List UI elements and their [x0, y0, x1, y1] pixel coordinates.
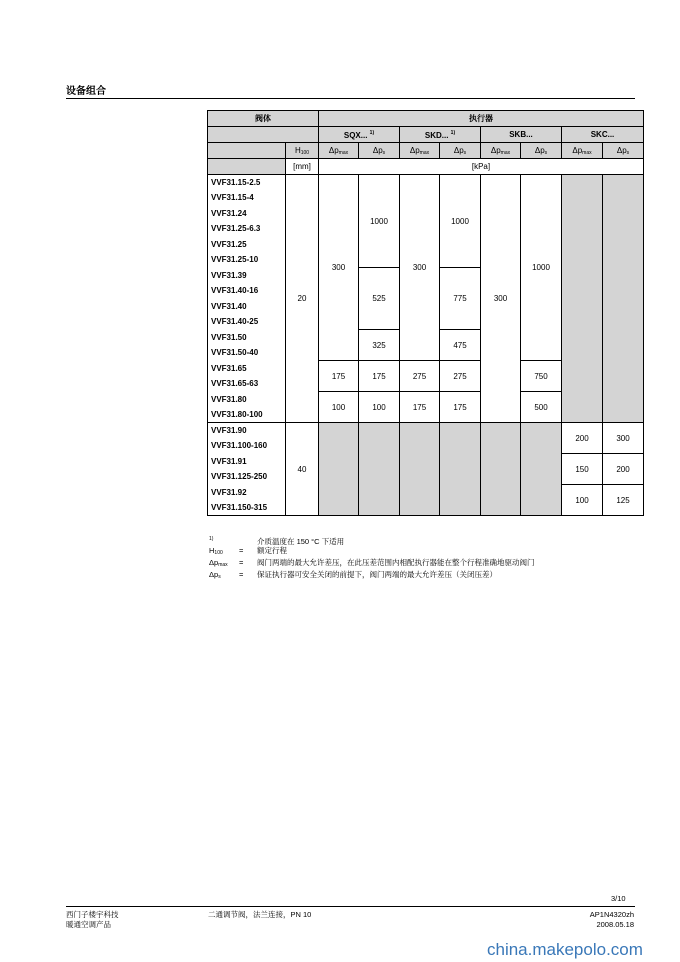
title-divider	[66, 98, 635, 99]
header-skd-ps: $\Delta p_s$	[440, 143, 481, 159]
valve-model: VVF31.15-2.5	[208, 175, 286, 191]
header-skc: SKC...	[562, 127, 644, 143]
sqx-ps-value: 175	[359, 361, 400, 392]
skd-na-cell	[400, 423, 440, 516]
header-skb: SKB...	[481, 127, 562, 143]
footer-date: 2008.05.18	[596, 920, 634, 929]
sqx-na-cell	[359, 423, 400, 516]
footer-right	[590, 910, 634, 930]
header-sqx-pmax: $\Delta p_{max}$	[319, 143, 359, 159]
footnote-temperature: $^{1)}$ 介质温度在 150 °C 下适用	[209, 536, 345, 546]
header-valve-body: 阀体	[208, 111, 319, 127]
header-skd: SKD... $^{1)}$	[400, 127, 481, 143]
valve-model: VVF31.24	[208, 206, 286, 222]
sqx-ps-value: 1000	[359, 175, 400, 268]
stroke-value: 40	[286, 423, 319, 516]
skc-ps-value: 125	[603, 485, 644, 516]
valve-model: VVF31.15-4	[208, 190, 286, 206]
header-skb-ps: $\Delta p_s$	[521, 143, 562, 159]
skc-ps-value: 300	[603, 423, 644, 454]
valve-model: VVF31.125-250	[208, 469, 286, 485]
valve-model: VVF31.25	[208, 237, 286, 253]
header-blank-3	[208, 159, 286, 175]
valve-model: VVF31.92	[208, 485, 286, 501]
footnote-pmax: $\Delta p_{max}$ = 阀门两端的最大允许差压，在此压差范围内相配执行器能在整个行程准确地驱动阀门	[209, 558, 535, 568]
valve-model: VVF31.25-10	[208, 252, 286, 268]
valve-model: VVF31.100-160	[208, 438, 286, 454]
header-actuator: 执行器	[319, 111, 644, 127]
sqx-ps-value: 100	[359, 392, 400, 423]
footer-doc-id: AP1N4320zh	[589, 910, 634, 919]
skd-pmax-value: 175	[400, 392, 440, 423]
header-skc-pmax: $\Delta p_{max}$	[562, 143, 603, 159]
valve-model: VVF31.40-16	[208, 283, 286, 299]
skb-na-cell	[481, 423, 521, 516]
valve-model: VVF31.65-63	[208, 376, 286, 392]
skd-ps-value: 175	[440, 392, 481, 423]
footer-left	[66, 910, 119, 930]
header-blank	[208, 127, 319, 143]
skc-na-cell	[562, 175, 603, 423]
skc-ps-value: 200	[603, 454, 644, 485]
valve-model: VVF31.40-25	[208, 314, 286, 330]
skb-ps-value: 750	[521, 361, 562, 392]
footer-divider	[66, 906, 635, 907]
footer-center: 二通调节阀，法兰连接，PN 10	[208, 910, 312, 919]
unit-kpa: [kPa]	[319, 159, 644, 175]
skc-pmax-value: 150	[562, 454, 603, 485]
valve-model: VVF31.50	[208, 330, 286, 346]
header-skb-pmax: $\Delta p_{max}$	[481, 143, 521, 159]
header-sqx: SQX... $^{1)}$	[319, 127, 400, 143]
valve-model: VVF31.80-100	[208, 407, 286, 423]
valve-model: VVF31.150-315	[208, 500, 286, 516]
skd-ps-value: 475	[440, 330, 481, 361]
skc-na-cell	[603, 175, 644, 423]
footer-company: 西门子楼宇科技	[66, 910, 119, 919]
skd-pmax-value: 275	[400, 361, 440, 392]
skc-pmax-value: 100	[562, 485, 603, 516]
skd-pmax-value: 300	[400, 175, 440, 361]
unit-mm: [mm]	[286, 159, 319, 175]
valve-model: VVF31.80	[208, 392, 286, 408]
page-number: 3/10	[611, 894, 626, 903]
footnote-stroke: $H_{100}$ = 额定行程	[209, 546, 287, 556]
valve-model: VVF31.25-6.3	[208, 221, 286, 237]
sqx-ps-value: 325	[359, 330, 400, 361]
section-title: 设备组合	[66, 86, 106, 97]
valve-model: VVF31.39	[208, 268, 286, 284]
footnote-ps: $\Delta p_s$ = 保证执行器可安全关闭的前提下，阀门两端的最大允许差压（关闭压差）	[209, 570, 497, 580]
watermark: china.makepolo.com	[487, 940, 643, 959]
header-sqx-ps: $\Delta p_s$	[359, 143, 400, 159]
stroke-value: 20	[286, 175, 319, 423]
skc-pmax-value: 200	[562, 423, 603, 454]
skd-na-cell	[440, 423, 481, 516]
valve-model: VVF31.90	[208, 423, 286, 439]
skb-ps-value: 500	[521, 392, 562, 423]
valve-model: VVF31.65	[208, 361, 286, 377]
sqx-ps-value: 525	[359, 268, 400, 330]
header-stroke: $H_{100}$	[286, 143, 319, 159]
skd-ps-value: 1000	[440, 175, 481, 268]
valve-model: VVF31.40	[208, 299, 286, 315]
header-skd-pmax: $\Delta p_{max}$	[400, 143, 440, 159]
equipment-combination-table	[207, 110, 644, 516]
sqx-pmax-value: 100	[319, 392, 359, 423]
header-skc-ps: $\Delta p_s$	[603, 143, 644, 159]
sqx-pmax-value: 175	[319, 361, 359, 392]
header-blank-2	[208, 143, 286, 159]
skd-ps-value: 775	[440, 268, 481, 330]
valve-model: VVF31.50-40	[208, 345, 286, 361]
footer-division: 暖通空调产品	[66, 920, 111, 929]
skd-ps-value: 275	[440, 361, 481, 392]
valve-model: VVF31.91	[208, 454, 286, 470]
skb-na-cell	[521, 423, 562, 516]
skb-ps-value: 1000	[521, 175, 562, 361]
sqx-na-cell	[319, 423, 359, 516]
sqx-pmax-value: 300	[319, 175, 359, 361]
skb-pmax-value: 300	[481, 175, 521, 423]
